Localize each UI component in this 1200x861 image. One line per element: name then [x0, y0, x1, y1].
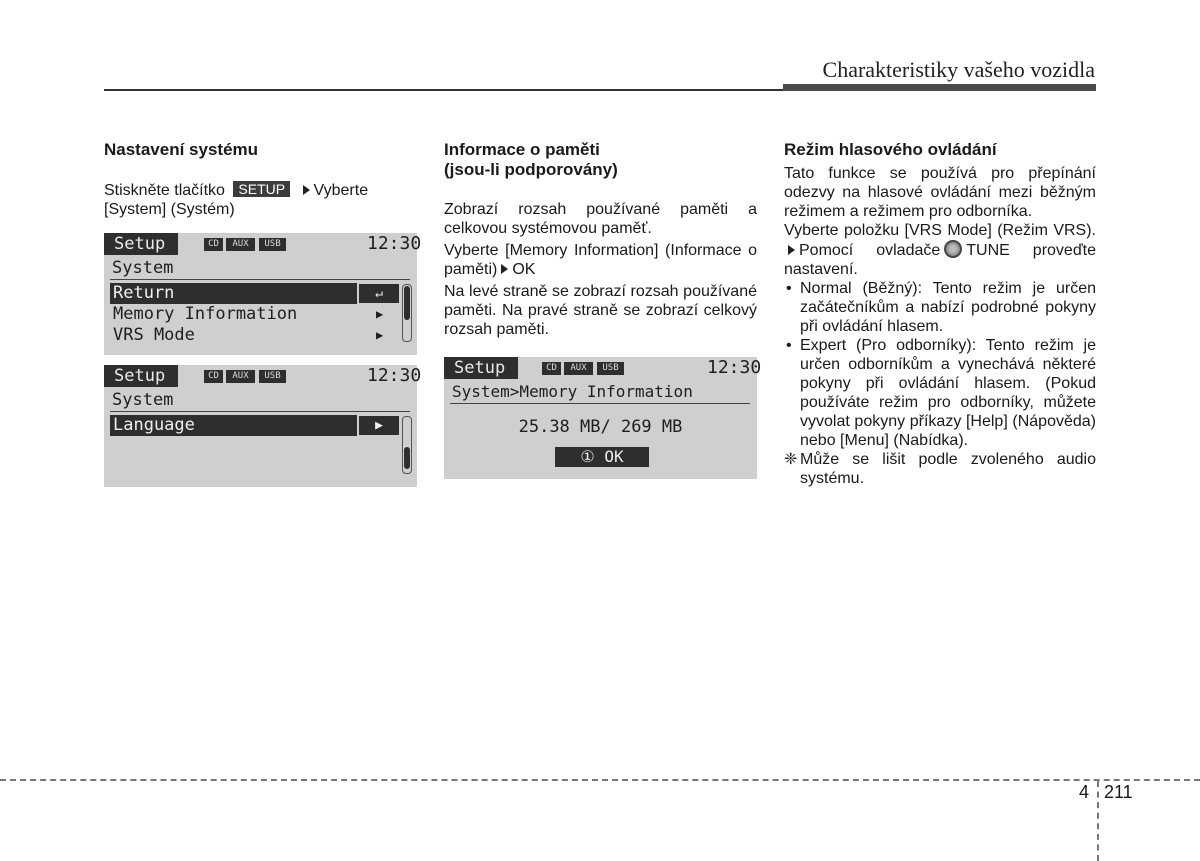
aux-badge: AUX — [226, 238, 255, 251]
paragraph-2-text-b: Pomocí ovladače — [799, 242, 941, 259]
usb-badge: USB — [259, 238, 286, 251]
page-header-title: Charakteristiky vašeho vozidla — [822, 57, 1095, 82]
paragraph-2 — [444, 241, 757, 279]
aux-badge: AUX — [564, 362, 593, 375]
setup-button-label: SETUP — [233, 181, 290, 197]
instruction-text-end: Vyberte — [313, 182, 369, 199]
cd-badge: CD — [542, 362, 561, 375]
cd-badge: CD — [204, 370, 223, 383]
screen-clock: 12:30 — [367, 233, 422, 254]
lcd-screen-memory-information — [444, 357, 762, 479]
chevron-right-icon[interactable]: ▶ — [359, 416, 399, 435]
mode-list — [784, 279, 1096, 450]
section-heading — [444, 140, 757, 180]
ok-button[interactable]: ① OK — [555, 447, 649, 467]
menu-row-memory-information[interactable]: Memory Information — [113, 304, 298, 324]
cd-badge: CD — [204, 238, 223, 251]
footer-divider — [0, 779, 1200, 781]
footer-vertical-divider — [1097, 781, 1099, 861]
chapter-number: 4 — [1079, 782, 1090, 802]
menu-row-vrs-mode[interactable]: VRS Mode — [113, 325, 195, 345]
paragraph-2-text: Vyberte [Memory Information] (Informace o paměti) — [444, 242, 757, 278]
instruction-text-start: Stiskněte tlačítko — [104, 182, 225, 199]
footnote-text: Může se lišit podle zvoleného audio systému. — [800, 451, 1096, 487]
arrow-right-icon — [788, 245, 795, 255]
column-memory-information — [444, 140, 757, 339]
screen-tab: Setup — [104, 365, 178, 387]
section-heading-line2: (jsou-li podporovány) — [444, 160, 618, 179]
ok-label: OK — [512, 261, 536, 278]
screen-tab: Setup — [104, 233, 178, 255]
header-rule-accent — [783, 84, 1096, 91]
menu-row-return[interactable]: Return — [110, 283, 357, 304]
paragraph-3: Na levé straně se zobrazí rozsah používané paměti. Na pravé straně se zobrazí celkový rozsah paměti. — [444, 283, 757, 338]
section-heading-line1: Informace o paměti — [444, 140, 600, 159]
arrow-right-icon — [501, 264, 508, 274]
tune-knob-icon — [944, 240, 962, 258]
paragraph-2-text-c: TUNE proveďte nastavení. — [784, 242, 1096, 278]
instruction-text-line2: [System] (Systém) — [104, 201, 235, 218]
paragraph-2-text: Vyberte položku [VRS Mode] (Režim VRS). — [784, 222, 1096, 239]
note-mark-icon: ❈ — [784, 451, 798, 468]
scrollbar-thumb[interactable] — [404, 447, 410, 469]
lcd-screen-system-language — [104, 365, 422, 487]
screen-tab: Setup — [444, 357, 518, 379]
page-number: 211 — [1104, 782, 1133, 802]
aux-badge: AUX — [226, 370, 255, 383]
column-voice-control-mode — [784, 140, 1096, 488]
section-heading: Režim hlasového ovládání — [784, 140, 997, 159]
column-system-settings — [104, 140, 417, 219]
screen-divider — [450, 403, 750, 404]
screen-clock: 12:30 — [707, 357, 762, 378]
memory-usage-value: 25.38 MB/ 269 MB — [518, 417, 683, 437]
return-icon[interactable]: ↵ — [359, 284, 399, 303]
chevron-right-icon: ▶ — [376, 307, 384, 321]
list-item-normal: • Normal (Běžný): Tento režim je určen začátečníkům a nabízí podrobné pokyny při ovládání hlasem. — [784, 279, 1096, 336]
screen-subtitle: System — [112, 258, 174, 278]
screen-subtitle: System>Memory Information — [452, 382, 693, 401]
scrollbar-thumb[interactable] — [404, 286, 410, 320]
list-item-expert: • Expert (Pro odborníky): Tento režim je určen odborníkům a vynechává některé pokyny při ovládání hlasem. (Pokud používáte režim pro odborníky, můžete vyvolat pokyny příkazy [Help] (Nápověda) nebo [Menu] (Nabídka). — [784, 336, 1096, 450]
usb-badge: USB — [597, 362, 624, 375]
screen-divider — [110, 411, 410, 412]
screen-divider — [110, 279, 410, 280]
footnote — [784, 450, 1096, 488]
instruction-text — [104, 181, 417, 219]
screen-subtitle: System — [112, 390, 174, 410]
paragraph-1: Tato funkce se používá pro přepínání odezvy na hlasové ovládání mezi běžným režimem a režimem pro odborníka. — [784, 165, 1096, 220]
arrow-right-icon — [303, 185, 310, 195]
section-heading: Nastavení systému — [104, 140, 259, 159]
paragraph-2 — [784, 221, 1096, 279]
chevron-right-icon: ▶ — [376, 328, 384, 342]
screen-clock: 12:30 — [367, 365, 422, 386]
usb-badge: USB — [259, 370, 286, 383]
lcd-screen-system-menu — [104, 233, 422, 355]
menu-row-language[interactable]: Language — [110, 415, 357, 436]
paragraph-1: Zobrazí rozsah používané paměti a celkovou systémovou paměť. — [444, 201, 757, 237]
